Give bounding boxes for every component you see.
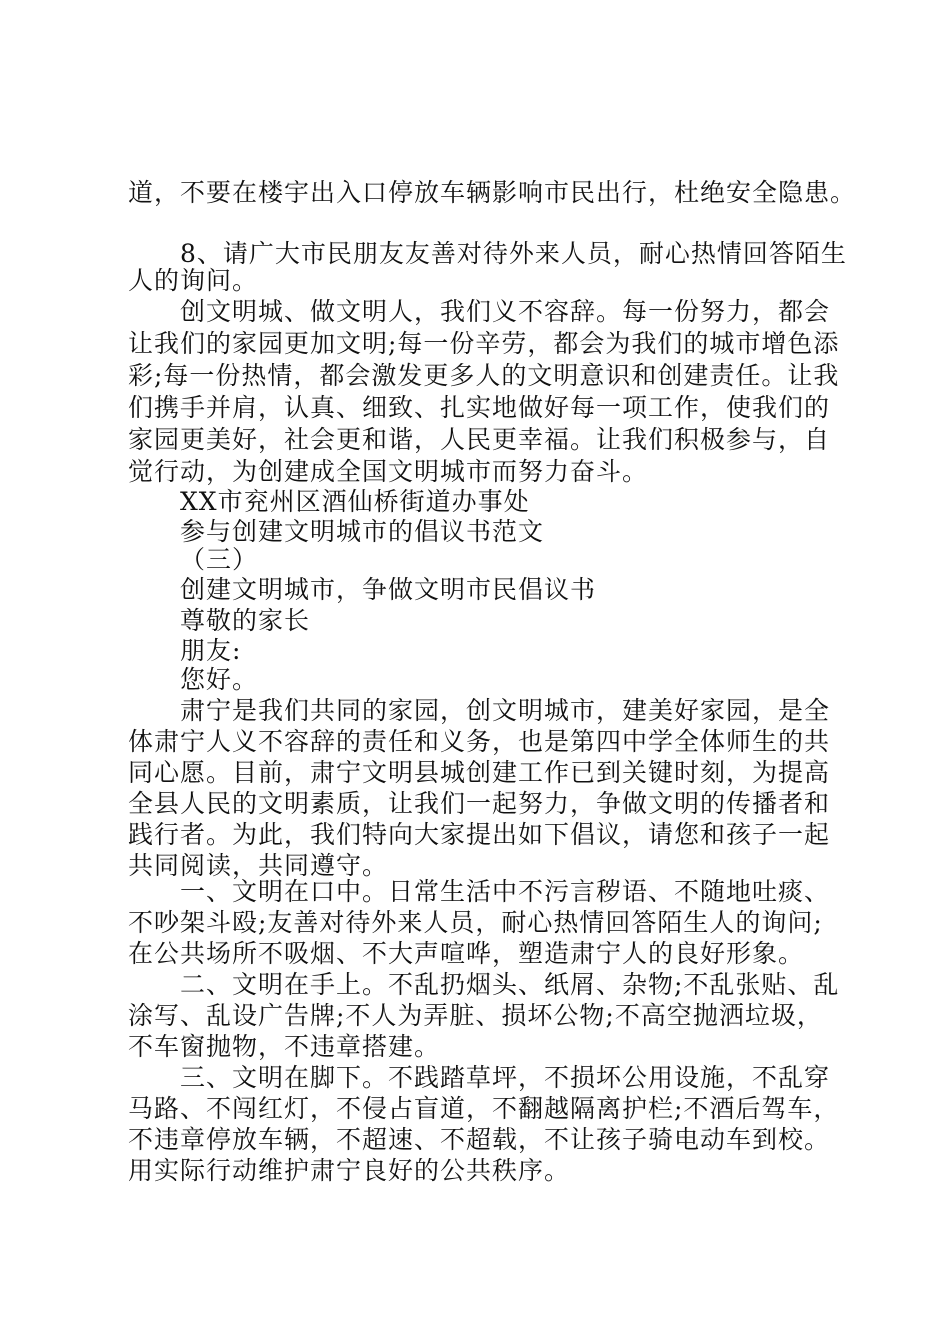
text-line: 创文明城、做文明人，我们义不容辞。每一份努力，都会 — [180, 297, 831, 326]
text-line: 彩;每一份热情，都会激发更多人的文明意识和创建责任。让我 — [128, 361, 840, 390]
text-line: 家园更美好，社会更和谐，人民更幸福。让我们积极参与，自 — [128, 425, 831, 454]
text-line: 不吵架斗殴;友善对待外来人员，耐心热情回答陌生人的询问; — [128, 908, 823, 937]
text-line: 三、文明在脚下。不践踏草坪，不损坏公用设施，不乱穿 — [180, 1063, 831, 1092]
text-line: 同心愿。目前，肃宁文明县城创建工作已到关键时刻，为提高 — [128, 758, 831, 787]
text-line: 不车窗抛物，不违章搭建。 — [128, 1032, 441, 1061]
text-line: 朋友: — [180, 636, 242, 665]
text-line: 觉行动，为创建成全国文明城市而努力奋斗。 — [128, 457, 649, 486]
text-line: 全县人民的文明素质，让我们一起努力，争做文明的传播者和 — [128, 789, 831, 818]
text-line: （三） — [180, 545, 259, 574]
text-line: 一、文明在口中。日常生活中不污言秽语、不随地吐痰、 — [180, 877, 831, 906]
text-line: 们携手并肩，认真、细致、扎实地做好每一项工作，使我们的 — [128, 393, 831, 422]
text-line: 8、请广大市民朋友友善对待外来人员，耐心热情回答陌生 — [180, 239, 847, 268]
text-line: 尊敬的家长 — [180, 606, 311, 635]
text-line: 涂写、乱设广告牌;不人为弄脏、损坏公物;不高空抛洒垃圾， — [128, 1001, 823, 1030]
text-line: 二、文明在手上。不乱扔烟头、纸屑、杂物;不乱张贴、乱 — [180, 970, 840, 999]
text-line: 马路、不闯红灯，不侵占盲道，不翻越隔离护栏;不酒后驾车， — [128, 1094, 840, 1123]
text-line: 您好。 — [180, 665, 259, 694]
text-line: 道，不要在楼宇出入口停放车辆影响市民出行，杜绝安全隐患。 — [128, 178, 857, 207]
text-line: 践行者。为此，我们特向大家提出如下倡议，请您和孩子一起 — [128, 820, 831, 849]
text-line: 让我们的家园更加文明;每一份辛劳，都会为我们的城市增色添 — [128, 329, 840, 358]
text-line: 在公共场所不吸烟、不大声喧哗，塑造肃宁人的良好形象。 — [128, 939, 805, 968]
text-line: 不违章停放车辆，不超速、不超载，不让孩子骑电动车到校。 — [128, 1125, 831, 1154]
text-line: 创建文明城市，争做文明市民倡议书 — [180, 575, 597, 604]
text-line: 用实际行动维护肃宁良好的公共秩序。 — [128, 1156, 571, 1185]
text-line: 共同阅读，共同遵守。 — [128, 851, 389, 880]
text-line: 肃宁是我们共同的家园，创文明城市，建美好家园，是全 — [180, 696, 831, 725]
text-line: 体肃宁人义不容辞的责任和义务，也是第四中学全体师生的共 — [128, 727, 831, 756]
text-line: 参与创建文明城市的倡议书范文 — [180, 517, 545, 546]
text-line: 人的询问。 — [128, 266, 259, 295]
text-line: XX市兖州区酒仙桥街道办事处 — [180, 487, 530, 516]
